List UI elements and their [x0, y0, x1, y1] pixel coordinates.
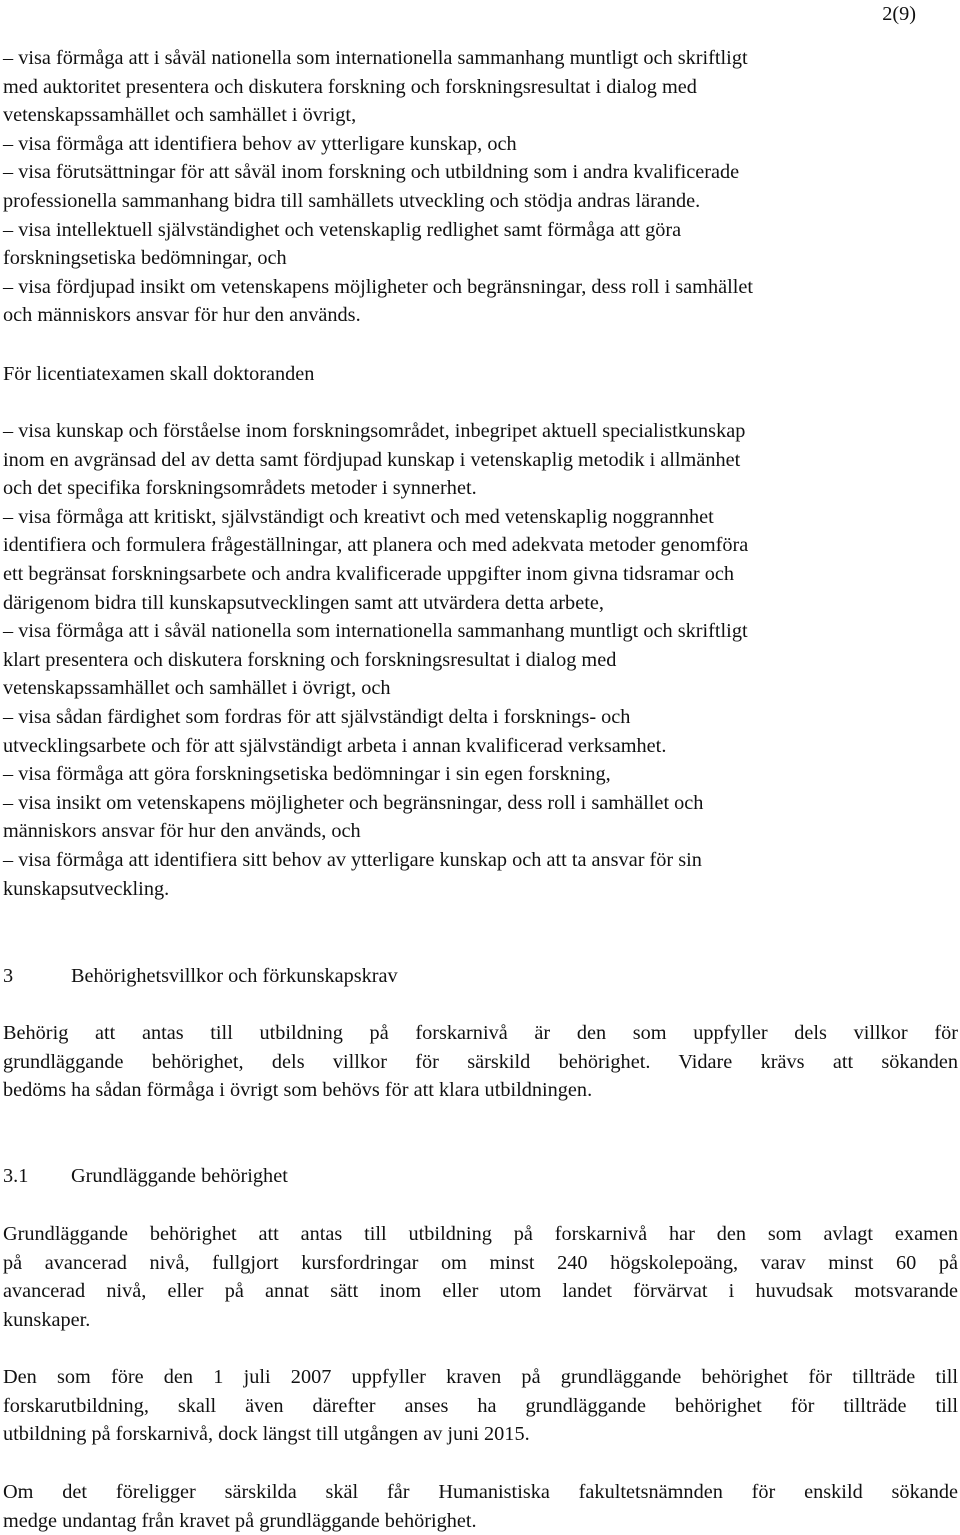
- section-3-1-heading: [3, 1162, 288, 1191]
- list-line: identifiera och formulera frågeställningar, att planera och med adekvata metoder genomföra: [3, 534, 749, 557]
- list-line: människors ansvar för hur den används, och: [3, 820, 361, 843]
- paragraph-line: avancerad nivå, eller på annat sätt inom eller utom landet förvärvat i huvudsak motsvarande: [3, 1280, 958, 1303]
- paragraph-line: medge undantag från kravet på grundläggande behörighet.: [3, 1509, 477, 1532]
- list-line: – visa insikt om vetenskapens möjligheter och begränsningar, dess roll i samhället och: [3, 791, 704, 814]
- paragraph-line: utbildning på forskarnivå, dock längst till utgången av juni 2015.: [3, 1423, 530, 1446]
- licentiate-intro-paragraph: [3, 360, 958, 389]
- licentiate-intro: För licentiatexamen skall doktoranden: [3, 363, 315, 385]
- section-number: 3: [3, 965, 14, 987]
- section-3-1-paragraph-2: [3, 1363, 958, 1449]
- paragraph-line: bedöms ha sådan förmåga i övrigt som behövs för att klara utbildningen.: [3, 1079, 593, 1102]
- section-title: Grundläggande behörighet: [71, 1165, 288, 1187]
- list-line: vetenskapssamhället och samhället i övrigt, och: [3, 677, 391, 700]
- list-line: – visa förmåga att i såväl nationella som internationella sammanhang muntligt och skriftligt: [3, 620, 748, 643]
- list-line: vetenskapssamhället och samhället i övrigt,: [3, 104, 357, 127]
- list-line: kunskapsutveckling.: [3, 877, 170, 900]
- list-line: utvecklingsarbete och för att självständigt arbeta i annan kvalificerad verksamhet.: [3, 734, 667, 757]
- section-3-1-paragraph-3: [3, 1478, 958, 1535]
- list-line: – visa förutsättningar för att såväl inom forskning och utbildning som i andra kvalificerade: [3, 161, 740, 184]
- list-line: därigenom bidra till kunskapsutvecklingen samt att utvärdera detta arbete,: [3, 591, 604, 614]
- paragraph-line: Grundläggande behörighet att antas till utbildning på forskarnivå har den som avlagt examen: [3, 1223, 958, 1245]
- list-line: forskningsetiska bedömningar, och: [3, 247, 287, 270]
- list-line: – visa sådan färdighet som fordras för att självständigt delta i forsknings- och: [3, 705, 631, 728]
- paragraph-line: på avancerad nivå, fullgjort kursfordringar om minst 240 högskolepoäng, varav minst 60 på: [3, 1251, 958, 1274]
- list-line: inom en avgränsad del av detta samt fördjupad kunskap i vetenskaplig metodik i allmänhet: [3, 448, 741, 471]
- list-line: och människors ansvar för hur den används.: [3, 304, 361, 327]
- list-line: med auktoritet presentera och diskutera forskning och forskningsresultat i dialog med: [3, 75, 697, 98]
- list-line: klart presentera och diskutera forskning och forskningsresultat i dialog med: [3, 648, 617, 671]
- list-line: – visa förmåga att identifiera sitt behov av ytterligare kunskap och att ta ansvar för sin: [3, 848, 702, 871]
- list-line: och det specifika forskningsområdets metoder i synnerhet.: [3, 477, 477, 500]
- list-line: – visa förmåga att kritiskt, självständigt och kreativt och med vetenskaplig noggrannhet: [3, 505, 714, 528]
- page-number: 2(9): [882, 3, 916, 25]
- outcome-list-licentiate: [3, 417, 958, 903]
- list-line: – visa fördjupad insikt om vetenskapens möjligheter och begränsningar, dess roll i samhället: [3, 275, 753, 298]
- paragraph-line: grundläggande behörighet, dels villkor för särskild behörighet. Vidare krävs att sökanden: [3, 1050, 958, 1073]
- section-3-heading: [3, 962, 398, 991]
- list-line: ett begränsat forskningsarbete och andra kvalificerade uppgifter inom givna tidsramar och: [3, 562, 734, 585]
- list-line: – visa förmåga att identifiera behov av ytterligare kunskap, och: [3, 132, 517, 155]
- paragraph-line: Om det föreligger särskilda skäl får Humanistiska fakultetsnämnden för enskild sökande: [3, 1481, 958, 1503]
- list-line: – visa intellektuell självständighet och vetenskaplig redlighet samt förmåga att göra: [3, 218, 682, 241]
- list-line: – visa förmåga att i såväl nationella som internationella sammanhang muntligt och skriftligt: [3, 47, 748, 69]
- paragraph-line: Behörig att antas till utbildning på forskarnivå är den som uppfyller dels villkor för: [3, 1022, 958, 1044]
- section-number: 3.1: [3, 1165, 29, 1187]
- paragraph-line: forskarutbildning, skall även därefter anses ha grundläggande behörighet för tillträde till: [3, 1394, 958, 1417]
- list-line: – visa förmåga att göra forskningsetiska bedömningar i sin egen forskning,: [3, 763, 611, 786]
- list-line: – visa kunskap och förståelse inom forskningsområdet, inbegripet aktuell specialistkunskap: [3, 420, 746, 442]
- list-line: professionella sammanhang bidra till samhällets utveckling och stödja andras lärande.: [3, 189, 701, 212]
- section-title: Behörighetsvillkor och förkunskapskrav: [71, 965, 398, 987]
- paragraph-line: Den som före den 1 juli 2007 uppfyller kraven på grundläggande behörighet för tillträde till: [3, 1366, 958, 1388]
- section-3-paragraph: [3, 1019, 958, 1105]
- outcome-list-doctorate: [3, 44, 958, 330]
- section-3-1-paragraph-1: [3, 1220, 958, 1334]
- paragraph-line: kunskaper.: [3, 1308, 91, 1331]
